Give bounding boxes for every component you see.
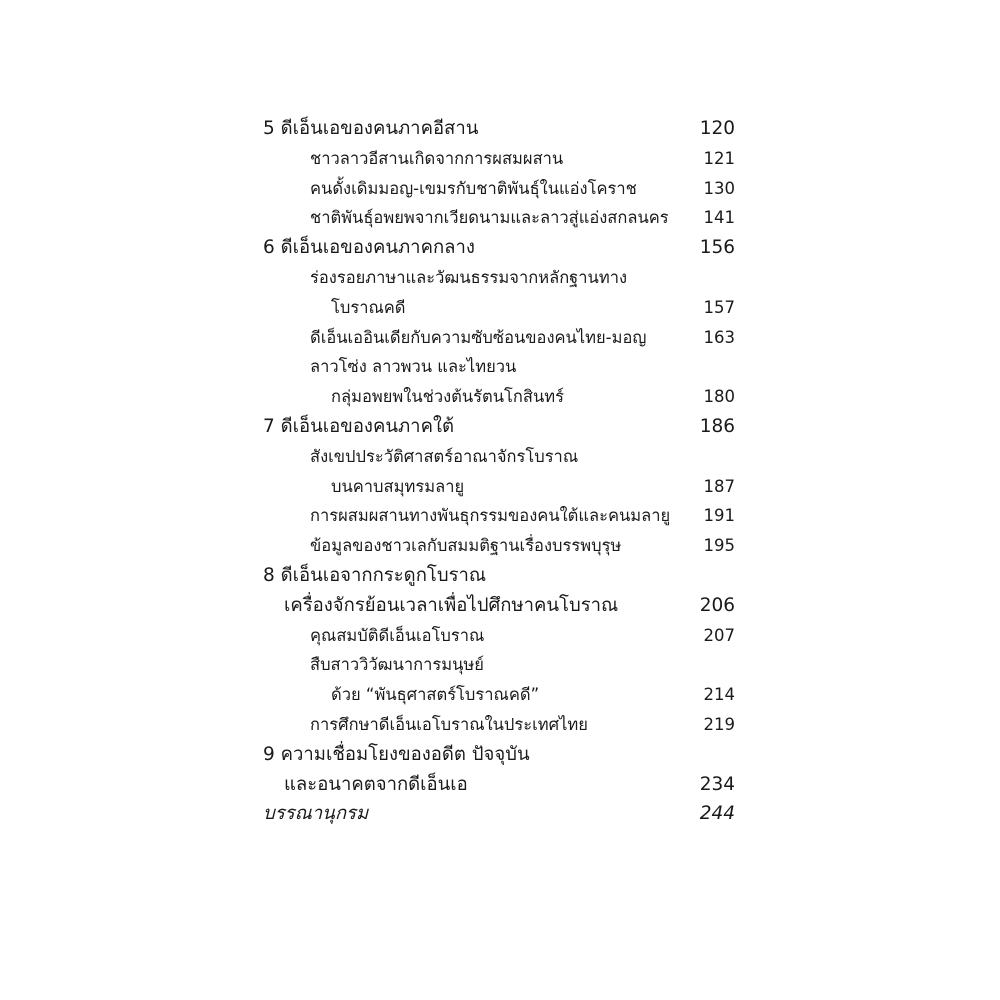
toc-entry-title: บรรณานุกรม <box>263 803 369 825</box>
toc-page-number: 195 <box>703 536 735 556</box>
toc-page-number: 207 <box>703 625 735 645</box>
toc-page-number: 180 <box>703 387 735 407</box>
toc-section-row <box>0 352 1000 382</box>
toc-entry-title: 5 ดีเอ็นเอของคนภาคอีสาน <box>263 118 479 139</box>
toc-chapter-row <box>0 412 1000 442</box>
toc-entry-title: คนดั้งเดิมมอญ-เขมรกับชาติพันธุ์ในแอ่งโคราช <box>310 178 637 198</box>
toc-entry-title: สืบสาววิวัฒนาการมนุษย์ <box>310 655 484 675</box>
toc-entry-title: ชาติพันธุ์อพยพจากเวียดนามและลาวสู่แอ่งสกลนคร <box>310 208 669 228</box>
toc-entry-title: ด้วย “พันธุศาสตร์โบราณคดี” <box>331 685 540 705</box>
toc-page-number: 244 <box>699 803 735 825</box>
toc-chapter-row-continued <box>0 770 1000 800</box>
toc-page-number: 163 <box>703 327 735 347</box>
toc-page-number: 219 <box>703 714 735 734</box>
toc-page-number: 121 <box>703 148 735 168</box>
toc-entry-title: ชาวลาวอีสานเกิดจากการผสมผสาน <box>310 148 564 168</box>
toc-section-row <box>0 621 1000 651</box>
toc-chapter-row <box>0 114 1000 144</box>
toc-entry-title: 9 ความเชื่อมโยงของอดีต ปัจจุบัน <box>263 743 530 765</box>
toc-chapter-row <box>0 740 1000 770</box>
toc-page-number: 130 <box>703 178 735 198</box>
toc-entry-title: กลุ่มอพยพในช่วงต้นรัตนโกสินทร์ <box>331 387 564 407</box>
toc-page-number: 141 <box>703 208 735 228</box>
toc-entry-title: บนคาบสมุทรมลายู <box>331 476 465 496</box>
toc-bibliography-row <box>0 799 1000 829</box>
toc-chapter-row <box>0 233 1000 263</box>
toc-entry-title: สังเขปประวัติศาสตร์อาณาจักรโบราณ <box>310 446 579 466</box>
toc-page-number: 187 <box>703 476 735 496</box>
toc-section-row <box>0 203 1000 233</box>
toc-entry-title: ลาวโซ่ง ลาวพวน และไทยวน <box>310 357 517 377</box>
toc-section-row <box>0 263 1000 293</box>
toc-page-number: 206 <box>699 594 735 616</box>
toc-section-row-continued <box>0 680 1000 710</box>
toc-entry-title: 6 ดีเอ็นเอของคนภาคกลาง <box>263 237 475 259</box>
toc-section-row <box>0 531 1000 561</box>
toc-entry-title: 8 ดีเอ็นเอจากกระดูกโบราณ <box>263 564 487 586</box>
toc-section-row-continued <box>0 293 1000 323</box>
toc-entry-title: ร่องรอยภาษาและวัฒนธรรมจากหลักฐานทาง <box>310 267 628 287</box>
toc-section-row-continued <box>0 472 1000 502</box>
toc-entry-title: การศึกษาดีเอ็นเอโบราณในประเทศไทย <box>310 714 588 734</box>
toc-entry-title: ดีเอ็นเออินเดียกับความซับซ้อนของคนไทย-มอญ <box>310 327 647 347</box>
table-of-contents <box>0 114 1000 829</box>
toc-page-number: 156 <box>699 237 735 259</box>
toc-entry-title: คุณสมบัติดีเอ็นเอโบราณ <box>310 625 485 645</box>
toc-page-number: 234 <box>699 773 735 795</box>
toc-page-number: 157 <box>703 297 735 317</box>
toc-section-row <box>0 174 1000 204</box>
toc-section-row <box>0 710 1000 740</box>
toc-entry-title: 7 ดีเอ็นเอของคนภาคใต้ <box>263 415 454 437</box>
toc-page-number: 214 <box>703 685 735 705</box>
toc-section-row <box>0 144 1000 174</box>
toc-page-number: 186 <box>699 415 735 437</box>
toc-chapter-row <box>0 561 1000 591</box>
toc-section-row <box>0 323 1000 353</box>
toc-entry-title: และอนาคตจากดีเอ็นเอ <box>284 773 468 795</box>
toc-section-row-continued <box>0 382 1000 412</box>
toc-page-number: 120 <box>699 118 735 139</box>
toc-section-row <box>0 501 1000 531</box>
toc-section-row <box>0 650 1000 680</box>
toc-chapter-row-continued <box>0 591 1000 621</box>
toc-page-number: 191 <box>703 506 735 526</box>
toc-entry-title: โบราณคดี <box>331 297 406 317</box>
toc-entry-title: ข้อมูลของชาวเลกับสมมติฐานเรื่องบรรพบุรุษ <box>310 536 622 556</box>
toc-section-row <box>0 442 1000 472</box>
toc-entry-title: เครื่องจักรย้อนเวลาเพื่อไปศึกษาคนโบราณ <box>284 594 619 616</box>
toc-entry-title: การผสมผสานทางพันธุกรรมของคนใต้และคนมลายู <box>310 506 671 526</box>
